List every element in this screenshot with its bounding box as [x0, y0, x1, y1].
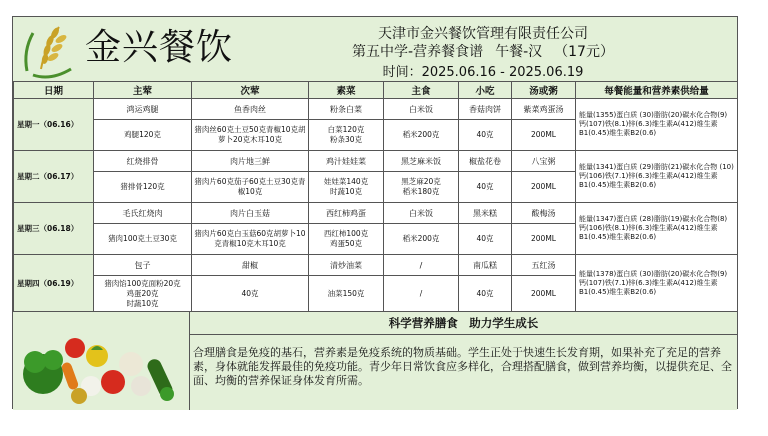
- column-header: 主食: [384, 82, 459, 99]
- dish-detail: 稻米200克: [384, 120, 459, 151]
- dish-detail: 40克: [459, 276, 512, 313]
- wheat-logo-icon: [19, 21, 83, 79]
- table-row: [14, 203, 738, 224]
- column-header: 次荤: [192, 82, 309, 99]
- dish-name: 甜椒: [192, 255, 309, 276]
- dish-detail: 油菜150克: [309, 276, 384, 313]
- dish-name: 八宝粥: [512, 151, 576, 172]
- dish-name: 清炒油菜: [309, 255, 384, 276]
- header: [13, 17, 737, 82]
- dish-name: 西红柿鸡蛋: [309, 203, 384, 224]
- school-menu: 第五中学-营养餐食谱: [352, 44, 484, 60]
- dish-name: 白米饭: [384, 99, 459, 120]
- dish-name: 鱼香肉丝: [192, 99, 309, 120]
- dish-detail: 猪肉100克土豆30克: [94, 224, 192, 255]
- column-header: 每餐能量和营养素供给量: [576, 82, 738, 99]
- nutrition-cell: 能量(1378)蛋白质 (30)脂肪(20)碳水化合物(9)钙(107)铁(7.1)锌(6.3)维生素A(412)维生素B1(0.45)维生素B2(0.6): [576, 255, 738, 313]
- dish-detail: 猪排骨120克: [94, 172, 192, 203]
- dish-name: 紫菜鸡蛋汤: [512, 99, 576, 120]
- dish-detail: 40克: [192, 276, 309, 313]
- dish-detail: 猪肉馅100克面粉20克 鸡蛋20克 时蔬10克: [94, 276, 192, 313]
- dish-name: 酸梅汤: [512, 203, 576, 224]
- column-header: 主荤: [94, 82, 192, 99]
- table-row: [14, 255, 738, 276]
- dish-name: 毛氏红烧肉: [94, 203, 192, 224]
- description-text: 合理膳食是免疫的基石，营养素是免疫系统的物质基础。学生正处于快速生长发育期，如果补充了充足的营养素，身体就能发挥最佳的免疫功能。青少年日常饮食应多样化，合理搭配膳食，做到营养均衡，以提供充足、全面、均衡的营养保证身体发育所需。: [193, 346, 732, 387]
- dish-detail: 猪肉片60克茄子60克土豆30克青椒10克: [192, 172, 309, 203]
- dish-detail: 200ML: [512, 172, 576, 203]
- dish-detail: 200ML: [512, 120, 576, 151]
- vegetables-icon: [13, 312, 189, 410]
- day-cell: 星期一（06.16）: [14, 99, 94, 151]
- dish-name: 白米饭: [384, 203, 459, 224]
- nutrition-cell: 能量(1355)蛋白质 (30)脂肪(20)碳水化合物(9)钙(107)铁(8.1)锌(6.3)维生素A(412)维生素B1(0.45)维生素B2(0.6): [576, 99, 738, 151]
- meal-type: 午餐-汉: [495, 44, 543, 60]
- day-cell: 星期四（06.19）: [14, 255, 94, 313]
- slogan: 科学营养膳食 助力学生成长: [190, 312, 737, 335]
- dish-name: 南瓜糕: [459, 255, 512, 276]
- dish-detail: 鸡腿120克: [94, 120, 192, 151]
- price: （17元）: [554, 44, 614, 60]
- menu-title: [333, 41, 633, 61]
- dish-name: 黑芝麻米饭: [384, 151, 459, 172]
- dish-name: 黑米糕: [459, 203, 512, 224]
- dish-detail: 黑芝麻20克 稻米180克: [384, 172, 459, 203]
- dish-detail: 猪肉片60克白玉菇60克胡萝卜10克青椒10克木耳10克: [192, 224, 309, 255]
- dish-detail: 40克: [459, 172, 512, 203]
- menu-sheet: [12, 16, 738, 409]
- table-header-row: [14, 82, 738, 99]
- column-header: 汤或粥: [512, 82, 576, 99]
- column-header: 小吃: [459, 82, 512, 99]
- vegetables-illustration: [13, 312, 190, 410]
- footer: [13, 311, 737, 410]
- date-range: 时间：2025.06.16 - 2025.06.19: [382, 65, 584, 80]
- nutrition-cell: 能量(1347)蛋白质 (28)脂肪(19)碳水化合物(8)钙(106)铁(8.1)锌(6.3)维生素A(412)维生素B1(0.45)维生素B2(0.6): [576, 203, 738, 255]
- nutrition-cell: 能量(1341)蛋白质 (29)脂肪(21)碳水化合物 (10)钙(106)铁(7.1)锌(6.3)维生素A(412)维生素B1(0.45)维生素B2(0.6): [576, 151, 738, 203]
- dish-name: 粉条白菜: [309, 99, 384, 120]
- dish-name: 鸡汁娃娃菜: [309, 151, 384, 172]
- dish-name: 香菇肉饼: [459, 99, 512, 120]
- brand-name: 金兴餐饮: [85, 27, 234, 68]
- dish-name: 肉片地三鲜: [192, 151, 309, 172]
- table-row: [14, 99, 738, 120]
- dish-detail: 白菜120克 粉条30克: [309, 120, 384, 151]
- dish-name: 五红汤: [512, 255, 576, 276]
- dish-detail: 稻米200克: [384, 224, 459, 255]
- dish-name: /: [384, 255, 459, 276]
- day-cell: 星期三（06.18）: [14, 203, 94, 255]
- day-cell: 星期二（06.17）: [14, 151, 94, 203]
- dish-detail: 40克: [459, 120, 512, 151]
- menu-table: [13, 81, 738, 313]
- column-header: 日期: [14, 82, 94, 99]
- dish-detail: 40克: [459, 224, 512, 255]
- company-name: 天津市金兴餐饮管理有限责任公司: [378, 26, 588, 42]
- dish-detail: 娃娃菜140克 时蔬10克: [309, 172, 384, 203]
- dish-detail: 猪肉丝60克土豆50克青椒10克胡萝卜20克木耳10克: [192, 120, 309, 151]
- dish-name: 鸿运鸡腿: [94, 99, 192, 120]
- dish-name: 红烧排骨: [94, 151, 192, 172]
- dish-detail: 200ML: [512, 224, 576, 255]
- dish-detail: /: [384, 276, 459, 313]
- dish-name: 肉片白玉菇: [192, 203, 309, 224]
- dish-name: 包子: [94, 255, 192, 276]
- dish-name: 椒盐花卷: [459, 151, 512, 172]
- table-row: [14, 151, 738, 172]
- column-header: 素菜: [309, 82, 384, 99]
- dish-detail: 西红柿100克 鸡蛋50克: [309, 224, 384, 255]
- dish-detail: 200ML: [512, 276, 576, 313]
